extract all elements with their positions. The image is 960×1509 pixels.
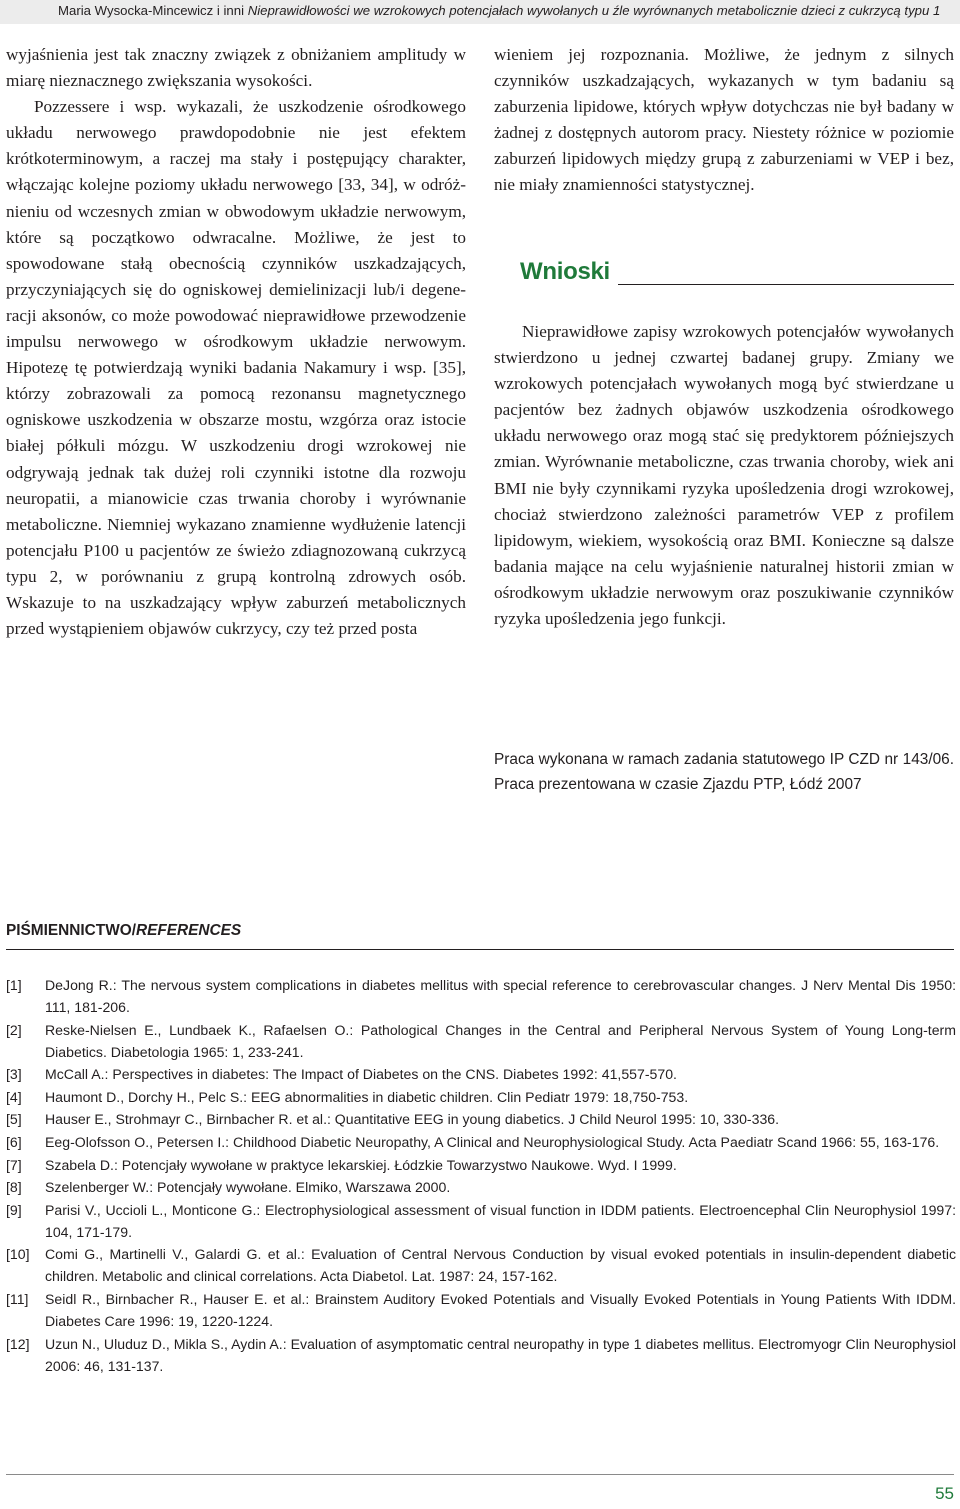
conclusions-heading-row bbox=[494, 258, 954, 292]
reference-text: Reske-Nielsen E., Lundbaek K., Rafaelsen O.: Pathological Changes in the Central and Peripheral Nervous System of Young Long-term Diabetics. Diabetologia 1965: 1, 233-241. bbox=[45, 1021, 956, 1060]
reference-item bbox=[6, 1086, 956, 1108]
reference-number: [1] bbox=[6, 977, 22, 993]
reference-text: Uzun N., Uluduz D., Mikla S., Aydin A.: Evaluation of asymptomatic central neuropathy in type 1 diabetes mellitus. Electromyogr Clin Neurophysiol 2006: 46, 131-137. bbox=[45, 1335, 956, 1374]
left-paragraph-1: wyjaśnienia jest tak znaczny związek z obniżaniem amplitudy w miarę nieznacznego zwiększania wysokości. bbox=[6, 45, 466, 91]
conclusions-heading-rule bbox=[618, 284, 954, 285]
running-header-authors: Maria Wysocka-Mincewicz i inni bbox=[58, 3, 245, 18]
reference-number: [12] bbox=[6, 1335, 30, 1352]
reference-text: DeJong R.: The nervous system complications in diabetes mellitus with special reference to cerebrovascular changes. J Nerv Mental Dis 1950: 111, 181-206. bbox=[45, 977, 956, 1015]
reference-text: Szabela D.: Potencjały wywołane w praktyce lekarskiej. Łódzkie Towarzystwo Naukowe. Wyd. I 1999. bbox=[45, 1156, 677, 1173]
reference-text: Szelenberger W.: Potencjały wywołane. Elmiko, Warszawa 2000. bbox=[45, 1179, 451, 1196]
reference-number: [4] bbox=[6, 1088, 22, 1105]
reference-item bbox=[6, 1288, 956, 1332]
reference-text: Eeg-Olofsson O., Petersen I.: Childhood Diabetic Neuropathy, A Clinical and Neurophysiological Study. Acta Paediatr Scand 1966: 55, 163-176. bbox=[45, 1133, 940, 1150]
reference-text: Comi G., Martinelli V., Galardi G. et al.: Evaluation of Central Nervous Conduction by visual evoked potentials in insulin-dependent diabetic children. Metabolic and clinical correlations. Acta Diabetol. Lat. 1987: 24, 157-162. bbox=[45, 1246, 956, 1285]
right-column-continuation bbox=[494, 42, 954, 199]
references-heading-main: PIŚMIENNICTWO/ bbox=[6, 922, 136, 939]
conclusions-paragraph: Nieprawidłowe zapisy wzrokowych potencjałów wywołanych stwierdzono u jednej czwartej badanej grupy. Zmiany we wzrokowych potencjałach wywołanych mogą być stwierdzane u pacjentów bez żadnych objawów uszkodzenia ośrodkowego układu nerwowego oraz mogą stać się predyktorem późniejszych zmian. Wyrównanie metaboliczne, czas trwania choroby, wiek ani BMI nie były czynnikami ryzyka upośledzenia drogi wzrokowej, chociaż stwierdzono zależności parametrów VEP z profilem lipidowym, wiekiem, wysokością oraz BMI. Konieczne są dalsze badania mające na celu wyjaśnienie naturalnej historii zmian w ośrodkowym układzie nerwowym oraz poszukiwanie czynników ryzyka upośledzenia jego funkcji. bbox=[494, 322, 954, 629]
right-paragraph-continuation: wieniem jej rozpoznania. Możliwe, że jednym z silnych czynników uszkadzających, wykazanych w tym badaniu są zaburzenia lipidowe, których wpływ dotychczas nie był badany w żadnej z dostępnych autorom pracy. Niestety różnice w poziomie zaburzeń lipidowych między grupą z zaburzeniami w VEP i bez, nie miały znamienności statystycznej. bbox=[494, 45, 954, 195]
reference-number: [11] bbox=[6, 1290, 29, 1307]
reference-item bbox=[6, 1063, 956, 1085]
conclusions-heading: Wnioski bbox=[520, 258, 610, 285]
reference-text: Parisi V., Uccioli L., Monticone G.: Electrophysiological assessment of visual function in IDDM patients. Electroencephal Clin Neurophysiol 1997: 104, 171-179. bbox=[45, 1201, 956, 1240]
reference-number: [6] bbox=[6, 1133, 22, 1150]
reference-item bbox=[6, 1176, 956, 1198]
reference-item bbox=[6, 1131, 956, 1153]
footer-rule bbox=[6, 1474, 954, 1475]
reference-number: [8] bbox=[6, 1179, 22, 1196]
left-paragraph-2: Pozzessere i wsp. wykazali, że uszkodzenie ośrodkowego układu nerwowego prawdopodobnie nie jest efektem krótkoterminowym, a raczej ma stały i postępujący charakter, włączając kolejne poziomy układu nerwowego [33, 34], w odróżnieniu od wczesnych zmian w obwodowym układzie nerwowym, które są początkowo odwracalne. Możliwe, że jest to spowodowane stałą obecnością czynników uszkadzających, przyczyniających się do ogniskowej demielinizacji lub/i degeneracji aksonów, co może powodować nieprawidłowe przewodzenie impulsu nerwowego w ośrodkowym układzie nerwowym. Hipotezę tę potwierdzają wyniki badania Nakamury i wsp. [35], którzy zobrazowali za pomocą rezonansu magnetycznego ogniskowe uszkodzenia w obszarze mostu, wzgórza oraz istocie białej półkuli mózgu. W uszkodzeniu drogi wzrokowej nie odgrywają jednak tak dużej roli czynniki istotne dla rozwoju neuropatii, a mianowicie czas trwania choroby i wyrównanie metaboliczne. Niemniej wykazano znamienne wydłużenie latencji potencjału P100 u pacjentów ze świeżo zdiagnozowaną cukrzycą typu 2, w porównaniu z grupą kontrolną zdrowych osób. Wskazuje to na uszkadzający wpływ zaburzeń metabolicznych przed wystąpieniem objawów cukrzycy, czy też przed posta bbox=[6, 97, 466, 639]
reference-number: [7] bbox=[6, 1156, 22, 1173]
reference-item bbox=[6, 1243, 956, 1287]
reference-number: [3] bbox=[6, 1066, 22, 1083]
reference-text: Haumont D., Dorchy H., Pelc S.: EEG abnormalities in diabetic children. Clin Pediatr 1979: 18,750-753. bbox=[45, 1088, 689, 1105]
reference-text: McCall A.: Perspectives in diabetes: The Impact of Diabetes on the CNS. Diabetes 1992: 41,557-570. bbox=[45, 1066, 677, 1083]
reference-item bbox=[6, 1333, 956, 1377]
conclusions-body bbox=[494, 319, 954, 632]
reference-item bbox=[6, 1019, 956, 1063]
left-column bbox=[6, 42, 466, 642]
reference-number: [10] bbox=[6, 1246, 30, 1263]
running-header-title: Nieprawidłowości we wzrokowych potencjałach wywołanych u źle wyrównanych metabolicznie dzieci z cukrzycą typu 1 bbox=[247, 3, 941, 18]
page-number: 55 bbox=[935, 1484, 954, 1503]
reference-number: [2] bbox=[6, 1021, 22, 1038]
reference-list bbox=[6, 974, 956, 1377]
reference-text: Hauser E., Strohmayr C., Birnbacher R. et al.: Quantitative EEG in young diabetics. J Child Neurol 1995: 10, 330-336. bbox=[45, 1111, 780, 1128]
reference-number: [5] bbox=[6, 1111, 22, 1128]
references-heading bbox=[6, 922, 241, 940]
running-header bbox=[58, 3, 958, 18]
reference-item bbox=[6, 1154, 956, 1176]
reference-item bbox=[6, 1108, 956, 1130]
acknowledgement-note: Praca wykonana w ramach zadania statutowego IP CZD nr 143/06. Praca prezentowana w czasie Zjazdu PTP, Łódź 2007 bbox=[494, 751, 954, 793]
references-rule bbox=[6, 949, 954, 950]
reference-text: Seidl R., Birnbacher R., Hauser E. et al.: Brainstem Auditory Evoked Potentials and Visually Evoked Potentials in Young Patients With IDDM. Diabetes Care 1996: 19, 1220-1224. bbox=[45, 1290, 956, 1329]
references-heading-italic: REFERENCES bbox=[135, 922, 242, 939]
reference-item bbox=[6, 974, 956, 1018]
reference-number: [9] bbox=[6, 1201, 22, 1218]
reference-item bbox=[6, 1199, 956, 1243]
